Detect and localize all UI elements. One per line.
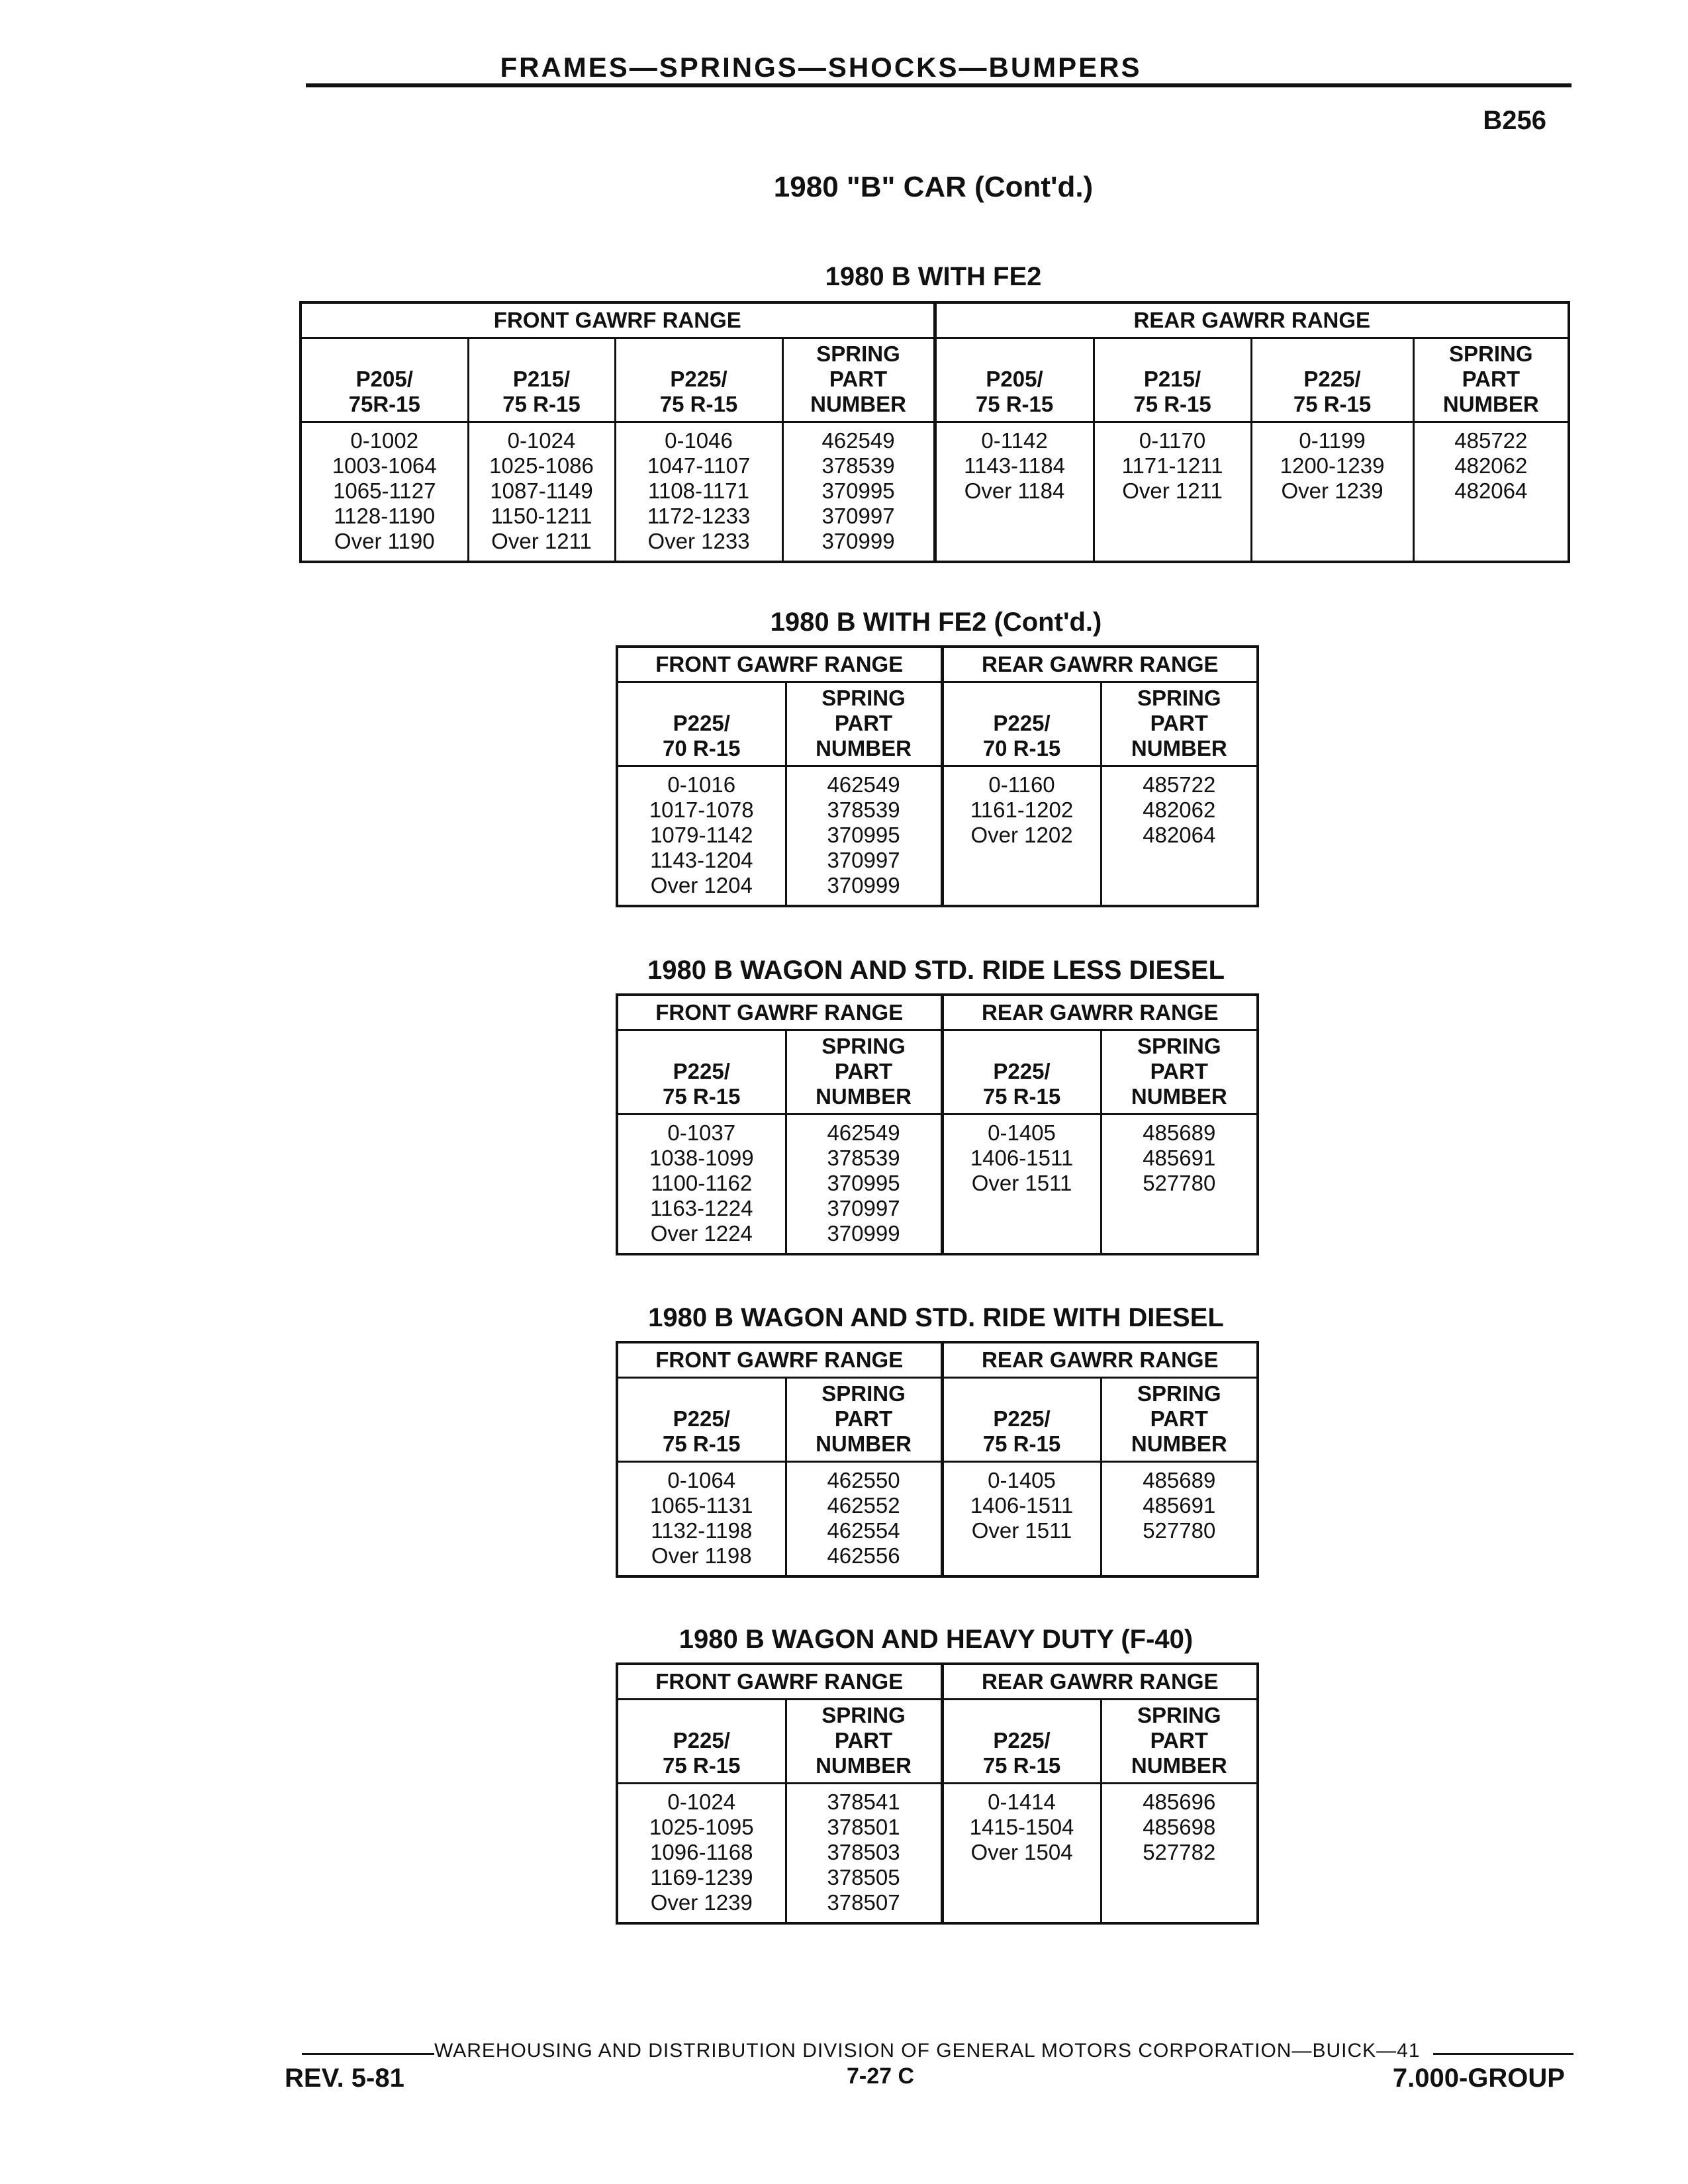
- table-cell: 370997: [821, 504, 895, 528]
- table-cell: 1100-1162: [651, 1171, 753, 1195]
- column-header-line: P225/: [673, 1406, 730, 1431]
- table-column: [1413, 422, 1569, 563]
- table-cell: 462552: [827, 1493, 900, 1518]
- table-cell: 0-1037: [667, 1120, 736, 1145]
- column-header-line: 75 R-15: [663, 1084, 741, 1109]
- header-rule: [306, 83, 1571, 87]
- table-cell: 1079-1142: [650, 823, 753, 847]
- empty-cell: [1252, 529, 1413, 554]
- table-cell: 370995: [827, 823, 900, 847]
- table-cell: 485698: [1143, 1815, 1216, 1839]
- column-header-line: P225/: [673, 1728, 730, 1752]
- table-cell: 0-1414: [988, 1790, 1056, 1814]
- empty-cell: [1252, 504, 1413, 529]
- table-column: [942, 766, 1101, 907]
- table-cell: Over 1233: [647, 529, 750, 553]
- column-header: [1101, 682, 1258, 766]
- column-header-line: PART: [1150, 1406, 1208, 1431]
- column-header-line: NUMBER: [1131, 1753, 1227, 1778]
- column-header-line: NUMBER: [810, 392, 906, 416]
- rear-range-header: REAR GAWRR RANGE: [942, 647, 1258, 682]
- table-cell: 378507: [827, 1890, 900, 1915]
- table-cell: 1406-1511: [970, 1493, 1074, 1518]
- table-title: 1980 B WITH FE2 (Cont'd.): [770, 608, 1102, 637]
- table-cell: 527780: [1143, 1518, 1216, 1543]
- column-header-line: P215/: [1143, 367, 1201, 391]
- column-header-line: SPRING: [1137, 1381, 1221, 1406]
- table-cell: 1169-1239: [650, 1865, 753, 1889]
- table-cell: 370995: [827, 1171, 900, 1195]
- table-column: [1101, 766, 1258, 907]
- column-header-line: PART: [834, 711, 893, 735]
- table-column: [935, 422, 1094, 563]
- empty-cell: [944, 848, 1100, 873]
- column-header-line: SPRING: [816, 341, 900, 366]
- table-cell: 378539: [827, 1146, 900, 1170]
- table-cell: Over 1239: [650, 1890, 753, 1915]
- column-header-line: SPRING: [1137, 686, 1221, 710]
- table-cell: 0-1142: [981, 428, 1048, 453]
- footer-group: 7.000-GROUP: [1392, 2064, 1565, 2093]
- column-header-line: P225/: [673, 711, 730, 735]
- table-column: [786, 1784, 942, 1924]
- column-header-line: SPRING: [821, 1381, 906, 1406]
- column-header: [617, 1378, 786, 1462]
- table-cell: 462549: [827, 1120, 900, 1145]
- empty-cell: [1102, 1196, 1257, 1221]
- column-header: [786, 1030, 942, 1115]
- table-cell: 1025-1095: [649, 1815, 754, 1839]
- table-cell: 0-1405: [988, 1468, 1056, 1492]
- column-header: [935, 338, 1094, 422]
- column-header-line: SPRING: [1449, 341, 1533, 366]
- table-cell: 0-1170: [1139, 428, 1206, 453]
- column-header-line: 75 R-15: [502, 392, 581, 416]
- table-cell: 0-1024: [507, 428, 576, 453]
- table-column: [942, 1784, 1101, 1924]
- column-header-line: 75R-15: [348, 392, 420, 416]
- table-cell: Over 1211: [1122, 478, 1223, 503]
- column-header: [786, 1378, 942, 1462]
- column-header-line: NUMBER: [1442, 392, 1539, 416]
- table-cell: 370999: [827, 1221, 900, 1246]
- table-cell: 1003-1064: [332, 453, 437, 478]
- table-cell: 1143-1204: [650, 848, 753, 872]
- footer-organization: WAREHOUSING AND DISTRIBUTION DIVISION OF GENERAL MOTORS CORPORATION—BUICK—41: [434, 2040, 1421, 2062]
- column-header-line: P225/: [993, 1406, 1051, 1431]
- table-cell: 0-1016: [667, 772, 736, 797]
- column-header-line: 75 R-15: [663, 1432, 741, 1456]
- column-header: [942, 1378, 1101, 1462]
- table-cell: 1096-1168: [650, 1840, 753, 1864]
- column-header: [942, 1700, 1101, 1784]
- table-column: [1101, 1462, 1258, 1577]
- column-header: [786, 682, 942, 766]
- table-cell: 485722: [1454, 428, 1528, 453]
- table-cell: 482062: [1454, 453, 1528, 478]
- empty-cell: [1102, 873, 1257, 898]
- column-header-line: NUMBER: [1131, 736, 1227, 760]
- column-header-line: PART: [829, 367, 888, 391]
- table-cell: 1025-1086: [489, 453, 594, 478]
- table-cell: 1087-1149: [490, 478, 593, 503]
- table-column: [782, 422, 935, 563]
- table-cell: 485691: [1143, 1146, 1216, 1170]
- table-cell: 0-1405: [988, 1120, 1056, 1145]
- table-cell: 1065-1127: [333, 478, 436, 503]
- column-header-line: P215/: [512, 367, 571, 391]
- table-cell: 1047-1107: [647, 453, 751, 478]
- table-cell: 1200-1239: [1280, 453, 1385, 478]
- table-cell: 1065-1131: [650, 1493, 753, 1518]
- table-column: [615, 422, 782, 563]
- table-cell: 0-1160: [988, 772, 1055, 797]
- table-cell: 1128-1190: [334, 504, 436, 528]
- table-column: [786, 766, 942, 907]
- footer-rule-right: [1433, 2053, 1573, 2055]
- empty-cell: [1415, 504, 1568, 529]
- footer-revision: REV. 5-81: [285, 2064, 404, 2093]
- table-column: [617, 766, 786, 907]
- table-cell: 462550: [827, 1468, 900, 1492]
- table-cell: 1171-1211: [1121, 453, 1223, 478]
- table-cell: 378539: [827, 797, 900, 822]
- table-cell: 0-1002: [350, 428, 419, 453]
- column-header: [1094, 338, 1251, 422]
- column-header-line: 75 R-15: [1293, 392, 1372, 416]
- empty-cell: [937, 529, 1093, 554]
- spring-table: [616, 1341, 1259, 1578]
- table-cell: 0-1024: [667, 1790, 736, 1814]
- footer-rule-left: [302, 2053, 434, 2055]
- column-header: [782, 338, 935, 422]
- rear-range-header: REAR GAWRR RANGE: [935, 302, 1569, 338]
- table-cell: 1406-1511: [970, 1146, 1074, 1170]
- table-cell: 485689: [1143, 1468, 1216, 1492]
- empty-cell: [1102, 1543, 1257, 1569]
- table-cell: 1163-1224: [650, 1196, 753, 1220]
- column-header-line: 75 R-15: [975, 392, 1054, 416]
- table-cell: 1150-1211: [491, 504, 592, 528]
- column-header-line: SPRING: [1137, 1703, 1221, 1727]
- table-cell: 482062: [1143, 797, 1216, 822]
- column-header: [617, 1700, 786, 1784]
- column-header: [1413, 338, 1569, 422]
- column-header-line: NUMBER: [816, 1084, 912, 1109]
- column-header-line: PART: [1150, 1059, 1208, 1083]
- table-column: [1094, 422, 1251, 563]
- column-header-line: NUMBER: [816, 736, 912, 760]
- column-header: [301, 338, 468, 422]
- table-cell: 485722: [1143, 772, 1216, 797]
- table-cell: 1415-1504: [969, 1815, 1074, 1839]
- front-range-header: FRONT GAWRF RANGE: [617, 1664, 942, 1700]
- table-cell: Over 1190: [334, 529, 435, 553]
- column-header-line: 70 R-15: [982, 736, 1061, 760]
- column-header: [942, 682, 1101, 766]
- column-header-line: P225/: [993, 711, 1051, 735]
- spring-table: [299, 301, 1570, 563]
- table-cell: 378539: [821, 453, 895, 478]
- empty-cell: [1095, 529, 1250, 554]
- column-header-line: P205/: [986, 367, 1043, 391]
- column-header-line: NUMBER: [1131, 1084, 1227, 1109]
- column-header-line: P225/: [1303, 367, 1361, 391]
- table-cell: Over 1184: [964, 478, 1065, 503]
- column-header: [468, 338, 615, 422]
- table-cell: 370999: [827, 873, 900, 897]
- table-cell: 462554: [827, 1518, 900, 1543]
- column-header: [1251, 338, 1413, 422]
- table-cell: Over 1224: [650, 1221, 753, 1246]
- table-title: 1980 B WAGON AND STD. RIDE WITH DIESEL: [648, 1303, 1224, 1332]
- front-range-header: FRONT GAWRF RANGE: [301, 302, 935, 338]
- column-header-line: NUMBER: [816, 1753, 912, 1778]
- table-column: [617, 1462, 786, 1577]
- column-header: [1101, 1030, 1258, 1115]
- table-cell: 378505: [827, 1865, 900, 1889]
- column-header-line: PART: [834, 1406, 893, 1431]
- empty-cell: [944, 1196, 1100, 1221]
- empty-cell: [1415, 529, 1568, 554]
- column-header-line: 75 R-15: [982, 1084, 1061, 1109]
- table-title: 1980 B WITH FE2: [825, 262, 1042, 291]
- column-header-line: PART: [1462, 367, 1520, 391]
- table-cell: 378501: [827, 1815, 900, 1839]
- table-cell: 1108-1171: [648, 478, 749, 503]
- table-column: [468, 422, 615, 563]
- table-cell: 1161-1202: [970, 797, 1074, 822]
- empty-cell: [1102, 848, 1257, 873]
- table-cell: 482064: [1143, 823, 1216, 847]
- table-cell: 378503: [827, 1840, 900, 1864]
- empty-cell: [944, 1890, 1100, 1915]
- column-header-line: SPRING: [821, 686, 906, 710]
- empty-cell: [1102, 1221, 1257, 1246]
- spring-table: [616, 645, 1259, 907]
- table-cell: 1143-1184: [964, 453, 1065, 478]
- table-cell: 370995: [821, 478, 895, 503]
- table-cell: 370999: [821, 529, 895, 553]
- empty-cell: [944, 1543, 1100, 1569]
- empty-cell: [944, 1221, 1100, 1246]
- table-cell: 482064: [1454, 478, 1528, 503]
- column-header-line: P225/: [670, 367, 727, 391]
- column-header-line: NUMBER: [1131, 1432, 1227, 1456]
- table-column: [617, 1784, 786, 1924]
- empty-cell: [1102, 1890, 1257, 1915]
- table-column: [301, 422, 468, 563]
- column-header-line: P225/: [993, 1059, 1051, 1083]
- column-header-line: PART: [1150, 711, 1208, 735]
- table-cell: 485689: [1143, 1120, 1216, 1145]
- table-cell: 527780: [1143, 1171, 1216, 1195]
- rear-range-header: REAR GAWRR RANGE: [942, 1664, 1258, 1700]
- table-cell: Over 1504: [970, 1840, 1073, 1864]
- table-column: [617, 1115, 786, 1255]
- table-column: [1101, 1115, 1258, 1255]
- empty-cell: [937, 504, 1093, 529]
- page-code: B256: [1483, 106, 1546, 135]
- column-header-line: SPRING: [821, 1034, 906, 1058]
- table-cell: 1132-1198: [651, 1518, 753, 1543]
- table-cell: Over 1211: [491, 529, 592, 553]
- column-header-line: SPRING: [1137, 1034, 1221, 1058]
- front-range-header: FRONT GAWRF RANGE: [617, 1342, 942, 1378]
- spring-table: [616, 993, 1259, 1255]
- column-header-line: 75 R-15: [659, 392, 738, 416]
- table-title: 1980 B WAGON AND HEAVY DUTY (F-40): [679, 1625, 1194, 1654]
- column-header-line: P205/: [355, 367, 413, 391]
- column-header: [786, 1700, 942, 1784]
- column-header: [617, 682, 786, 766]
- table-cell: 462549: [821, 428, 895, 453]
- table-cell: Over 1511: [971, 1171, 1072, 1195]
- front-range-header: FRONT GAWRF RANGE: [617, 647, 942, 682]
- front-range-header: FRONT GAWRF RANGE: [617, 995, 942, 1030]
- column-header-line: P225/: [673, 1059, 730, 1083]
- column-header: [615, 338, 782, 422]
- column-header: [942, 1030, 1101, 1115]
- table-cell: 1172-1233: [647, 504, 751, 528]
- table-cell: 370997: [827, 848, 900, 872]
- column-header-line: 75 R-15: [663, 1753, 741, 1778]
- column-header-line: 70 R-15: [663, 736, 741, 760]
- table-column: [1251, 422, 1413, 563]
- table-cell: 0-1046: [665, 428, 733, 453]
- table-cell: Over 1239: [1281, 478, 1383, 503]
- table-column: [786, 1462, 942, 1577]
- table-cell: 462556: [827, 1543, 900, 1568]
- table-cell: 485696: [1143, 1790, 1216, 1814]
- table-column: [942, 1462, 1101, 1577]
- table-cell: 0-1064: [667, 1468, 736, 1492]
- column-header-line: PART: [1150, 1728, 1208, 1752]
- table-cell: 1038-1099: [649, 1146, 754, 1170]
- main-title: 1980 "B" CAR (Cont'd.): [773, 171, 1094, 203]
- column-header-line: PART: [834, 1728, 893, 1752]
- table-cell: Over 1511: [971, 1518, 1072, 1543]
- column-header-line: PART: [834, 1059, 893, 1083]
- column-header: [617, 1030, 786, 1115]
- column-header-line: 75 R-15: [982, 1753, 1061, 1778]
- column-header-line: SPRING: [821, 1703, 906, 1727]
- column-header-line: NUMBER: [816, 1432, 912, 1456]
- spring-table: [616, 1662, 1259, 1925]
- column-header-line: P225/: [993, 1728, 1051, 1752]
- empty-cell: [944, 1865, 1100, 1890]
- table-cell: 485691: [1143, 1493, 1216, 1518]
- column-header-line: 75 R-15: [982, 1432, 1061, 1456]
- table-cell: 378541: [827, 1790, 900, 1814]
- table-cell: Over 1202: [970, 823, 1073, 847]
- table-cell: Over 1198: [651, 1543, 752, 1568]
- table-column: [1101, 1784, 1258, 1924]
- section-title: FRAMES—SPRINGS—SHOCKS—BUMPERS: [500, 52, 1142, 83]
- empty-cell: [1102, 1865, 1257, 1890]
- table-cell: Over 1204: [650, 873, 753, 897]
- column-header: [1101, 1378, 1258, 1462]
- table-cell: 462549: [827, 772, 900, 797]
- table-cell: 527782: [1143, 1840, 1216, 1864]
- footer-page-number: 7-27 C: [846, 2064, 915, 2089]
- empty-cell: [1095, 504, 1250, 529]
- table-cell: 1017-1078: [649, 797, 754, 822]
- table-column: [942, 1115, 1101, 1255]
- empty-cell: [944, 873, 1100, 898]
- column-header: [1101, 1700, 1258, 1784]
- rear-range-header: REAR GAWRR RANGE: [942, 1342, 1258, 1378]
- table-cell: 370997: [827, 1196, 900, 1220]
- rear-range-header: REAR GAWRR RANGE: [942, 995, 1258, 1030]
- table-cell: 0-1199: [1299, 428, 1366, 453]
- table-column: [786, 1115, 942, 1255]
- column-header-line: 75 R-15: [1133, 392, 1211, 416]
- table-title: 1980 B WAGON AND STD. RIDE LESS DIESEL: [647, 956, 1225, 985]
